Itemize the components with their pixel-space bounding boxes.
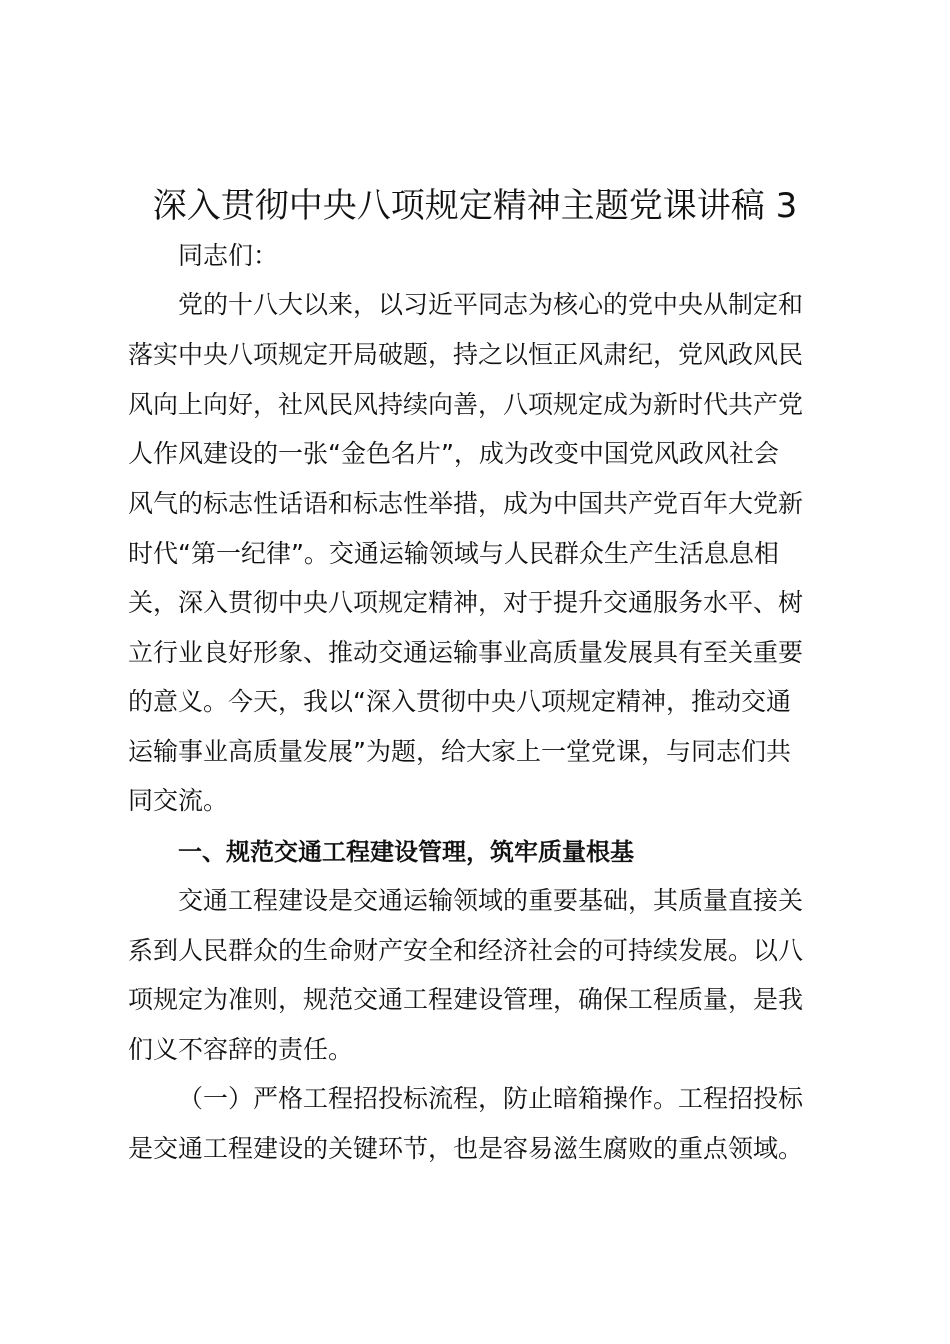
paragraph-line: 人作风建设的一张“金色名片”，成为改变中国党风政风社会 bbox=[128, 439, 779, 468]
paragraph-line: 同交流。 bbox=[128, 786, 229, 815]
paragraph-line: 交通工程建设是交通运输领域的重要基础，其质量直接关 bbox=[178, 886, 804, 915]
paragraph-line: 落实中央八项规定开局破题，持之以恒正风肃纪，党风政风民 bbox=[128, 340, 804, 369]
paragraph-line: 运输事业高质量发展”为题，给大家上一堂党课，与同志们共 bbox=[128, 737, 791, 766]
paragraph-line: 的意义。今天，我以“深入贯彻中央八项规定精神，推动交通 bbox=[128, 687, 791, 716]
paragraph-line: 系到人民群众的生命财产安全和经济社会的可持续发展。以八 bbox=[128, 936, 804, 965]
paragraph-line: 风气的标志性话语和标志性举措，成为中国共产党百年大党新 bbox=[128, 489, 804, 518]
paragraph-line: 关，深入贯彻中央八项规定精神，对于提升交通服务水平、树 bbox=[128, 588, 804, 617]
paragraph-line: 是交通工程建设的关键环节，也是容易滋生腐败的重点领域。 bbox=[128, 1134, 804, 1163]
salutation: 同志们： bbox=[178, 241, 279, 270]
section-heading: 一、规范交通工程建设管理，筑牢质量根基 bbox=[178, 838, 634, 866]
paragraph-line: 党的十八大以来，以习近平同志为核心的党中央从制定和 bbox=[178, 290, 804, 319]
paragraph-line: 项规定为准则，规范交通工程建设管理，确保工程质量，是我 bbox=[128, 985, 804, 1014]
paragraph-line: 时代“第一纪律”。交通运输领域与人民群众生产生活息息相 bbox=[128, 539, 779, 568]
paragraph-line: （一）严格工程招投标流程，防止暗箱操作。工程招投标 bbox=[178, 1084, 804, 1113]
paragraph-line: 立行业良好形象、推动交通运输事业高质量发展具有至关重要 bbox=[128, 638, 804, 667]
paragraph-line: 们义不容辞的责任。 bbox=[128, 1035, 354, 1064]
document-title: 深入贯彻中央八项规定精神主题党课讲稿 3 bbox=[152, 186, 798, 226]
paragraph-line: 风向上向好，社风民风持续向善，八项规定成为新时代共产党 bbox=[128, 390, 804, 419]
